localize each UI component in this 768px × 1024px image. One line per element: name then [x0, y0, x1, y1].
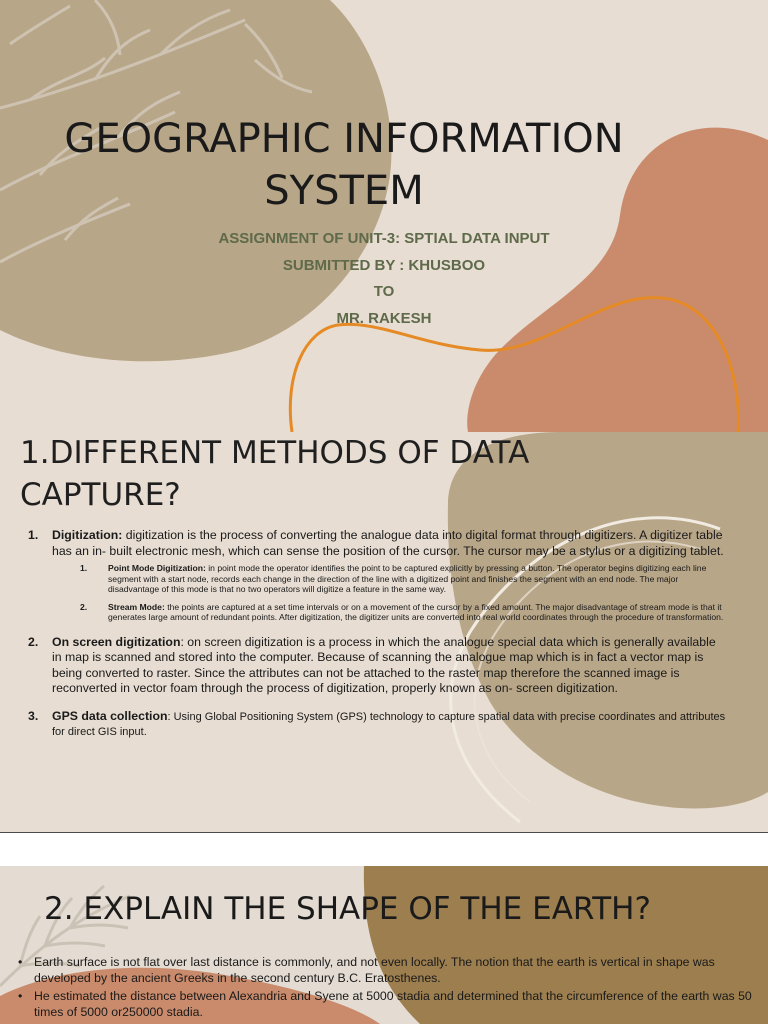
title-line: CAPTURE? [20, 477, 181, 513]
title-line: 1.DIFFERENT METHODS OF DATA [20, 435, 530, 471]
bullet-list [16, 954, 756, 1022]
item-text: : Using Global Positioning System (GPS) technology to capture spatial data with precise coordinates and attributes for direct GIS input. [52, 710, 726, 739]
item-number: 1. [28, 528, 39, 542]
item-text: digitization is the process of converting the analogue data into digital format through digitizers. A digitizer table has an in- built electronic mesh, which can sense the position of the cursor. The cursor may be a stylus or a digitizing tablet. [52, 528, 724, 558]
subtitle-line: ASSIGNMENT OF UNIT-3: SPTIAL DATA INPUT [218, 230, 550, 247]
sub-item-label: Point Mode Digitization: [108, 563, 206, 573]
item-text: : on screen digitization is a process in which the analogue special data which is generally available in map is scanned and stored into the computer. Because of scanning the analogue map which is in fact a vector map is being converted to raster. Since the attributes can not be attached to the raster map therefore the scanned image is reconverted in vector foam through the process of digitization, properly known as on- screen digitization. [52, 634, 716, 696]
bullet-item [16, 954, 756, 986]
list-item [28, 709, 728, 740]
item-number: 3. [28, 708, 39, 723]
bullet-text: Earth surface is not flat over last distance is commonly, and not even locally. The notion that the earth is vertical in shape was developed by the ancient Greeks in the second century B.C. Eratosthenes. [34, 955, 715, 985]
sub-item-text: the points are captured at a set time intervals or on a movement of the cursor by a fixed amount. The major disadvantage of stream mode is that it generates large amount of redundant points. After digitization, the digitizer units are converted into real world coordinates through the procedure of transformation. [108, 601, 724, 623]
subtitle-line: SUBMITTED BY : KHUSBOO [282, 256, 486, 274]
bullet-glyph: • [18, 955, 23, 969]
sub-list-item [80, 563, 728, 595]
sub-item-text: in point mode the operator identifies the point to be captured explicitly by pressing a button. The operator begins digitizing each line segment with a start node, records each change in the direction of the line with a digitized point and finishes the segment with an end node. The major disadvantage of this mode is that no two operators will digitize a feature in the same way. [108, 563, 707, 595]
title-line: GEOGRAPHIC INFORMATION [64, 116, 624, 162]
sub-item-label: Stream Mode: [108, 601, 165, 612]
item-number: 2. [28, 634, 39, 649]
slide-title [20, 432, 529, 516]
data-capture-slide [0, 432, 768, 832]
slide-title: 2. EXPLAIN THE SHAPE OF THE EARTH? [44, 891, 651, 927]
bullet-text: He estimated the distance between Alexandria and Syene at 5000 stadia and determined that the circumference of the earth was 50 times of 5000 or250000 stadia. [34, 989, 752, 1019]
title-slide [0, 0, 768, 432]
subtitle-line: MR. RAKESH [336, 309, 432, 327]
sub-list-item [80, 602, 728, 623]
presentation-title [0, 113, 688, 217]
title-line: SYSTEM [264, 168, 424, 214]
bullet-glyph: • [18, 989, 23, 1003]
sub-item-number: 1. [80, 563, 88, 573]
earth-shape-slide [0, 866, 768, 1024]
item-label: On screen digitization [52, 634, 181, 649]
list-item [28, 528, 728, 623]
methods-list [28, 528, 728, 752]
subtitle-line: TO [373, 283, 395, 300]
item-label: Digitization: [52, 528, 123, 542]
item-label: GPS data collection [52, 708, 168, 723]
list-item [28, 635, 728, 697]
presentation-subtitle [0, 226, 768, 332]
bullet-item [16, 988, 756, 1020]
slide-divider [0, 832, 768, 833]
sub-item-number: 2. [80, 601, 88, 612]
